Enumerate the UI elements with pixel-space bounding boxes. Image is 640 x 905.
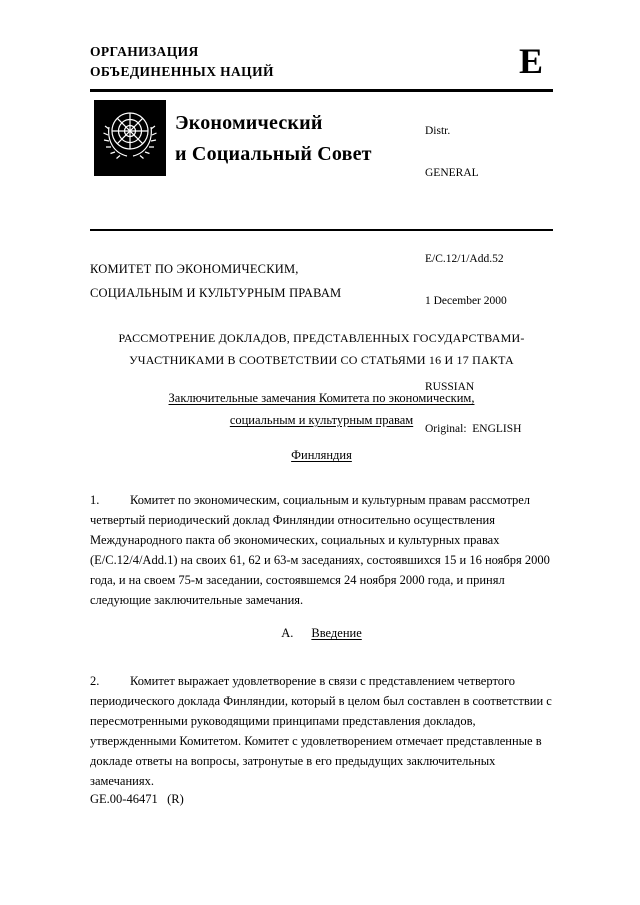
- organization-name-line2: ОБЪЕДИНЕННЫХ НАЦИЙ: [90, 64, 274, 79]
- section-a-heading: [90, 626, 553, 641]
- document-series-letter: E: [518, 41, 543, 81]
- paragraph-1-number: 1.: [90, 493, 100, 507]
- organization-name-line1: ОРГАНИЗАЦИЯ: [90, 44, 199, 59]
- document-subtitle-line1: Заключительные замечания Комитета по экономическим,: [168, 391, 475, 405]
- paragraph-2: [90, 671, 553, 791]
- paragraph-1: [90, 490, 553, 610]
- distr-label: Distr.: [425, 125, 451, 137]
- document-title-line2: УЧАСТНИКАМИ В СООТВЕТСТВИИ СО СТАТЬЯМИ 16 И 17 ПАКТА: [129, 353, 514, 367]
- distribution-block: [425, 96, 521, 480]
- distr-stanza: [425, 96, 521, 208]
- council-title-line2: и Социальный Совет: [175, 143, 372, 165]
- organization-name: [90, 42, 274, 82]
- symbol-stanza: [425, 224, 521, 336]
- council-title-line1: Экономический: [175, 112, 323, 134]
- paragraph-2-number: 2.: [90, 674, 100, 688]
- council-title: [175, 108, 372, 170]
- document-subtitle-line2: социальным и культурным правам: [229, 413, 414, 427]
- language-stanza: [425, 352, 521, 464]
- document-title-line1: РАССМОТРЕНИЕ ДОКЛАДОВ, ПРЕДСТАВЛЕННЫХ ГОСУДАРСТВАМИ-: [118, 331, 525, 345]
- committee-heading-line1: КОМИТЕТ ПО ЭКОНОМИЧЕСКИМ,: [90, 262, 299, 276]
- un-emblem-icon: [94, 100, 166, 176]
- language: RUSSIAN: [425, 381, 475, 393]
- paragraph-1-text: Комитет по экономическим, социальным и культурным правам рассмотрел четвертый периодический доклад Финляндии относительно осуществления Международного пакта об экономических, социальных и культурных правах (E/C.12/4/Add.1) на своих 61, 62 и 63-м заседаниях, состоявшихся 15 и 16 ноября 2000 года, и на своем 75-м заседании, состоявшемся 24 ноября 2000 года, и принял следующие заключительные замечания.: [90, 493, 550, 607]
- paragraph-2-text: Комитет выражает удовлетворение в связи с представлением четвертого периодического доклада Финляндии, который в целом был составлен в соответствии с пересмотренными руководящими принципами представления докладов, утвержденными Комитетом. Комитет с удовлетворением отмечает представленные в докладе ответы на вопросы, затронутые в его предыдущих заключительных замечаниях.: [90, 674, 552, 788]
- section-a-label: A.: [281, 626, 294, 640]
- distr-value: GENERAL: [425, 167, 479, 179]
- document-date: 1 December 2000: [425, 295, 507, 307]
- section-a-title: Введение: [311, 626, 362, 640]
- country-heading: Финляндия: [291, 448, 352, 462]
- content-column: [90, 0, 553, 791]
- committee-heading-line2: СОЦИАЛЬНЫМ И КУЛЬТУРНЫМ ПРАВАМ: [90, 286, 342, 300]
- document-header: [90, 42, 553, 82]
- footer-reference: GE.00-46471 (R): [90, 792, 184, 806]
- document-symbol: E/C.12/1/Add.52: [425, 253, 504, 265]
- original-language: Original: ENGLISH: [425, 423, 522, 435]
